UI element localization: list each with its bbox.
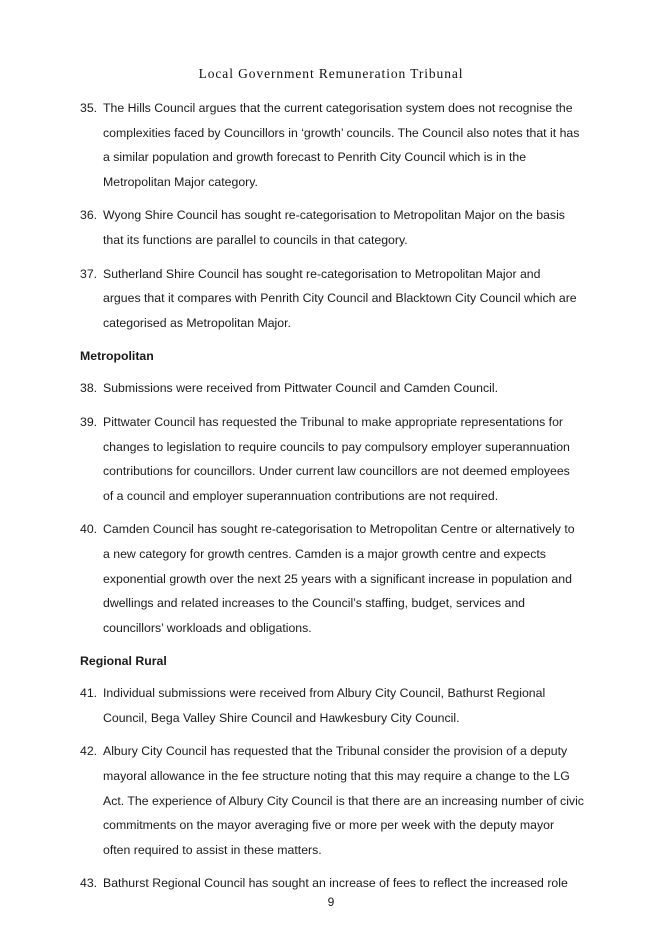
paragraph-text: often required to assist in these matters. <box>103 842 322 857</box>
paragraph-text: argues that it compares with Penrith City Council and Blacktown City Council which are <box>103 291 577 306</box>
paragraph-number: 37. <box>80 266 98 281</box>
numbered-paragraph <box>80 96 585 194</box>
document-body <box>80 96 585 905</box>
section-heading: Regional Rural <box>80 654 167 669</box>
paragraph-text: changes to legislation to require councils to pay compulsory employer superannuation <box>103 439 570 454</box>
paragraph-line <box>80 145 585 170</box>
paragraph-text: commitments on the mayor averaging five or more per week with the deputy mayor <box>103 818 555 833</box>
paragraph-line <box>80 484 585 509</box>
paragraph-text: a new category for growth centres. Camden is a major growth centre and expects <box>103 546 546 561</box>
paragraph-line <box>80 567 585 592</box>
paragraph-text: Camden Council has sought re-categorisation to Metropolitan Centre or alternatively to <box>103 522 575 537</box>
paragraph-line <box>80 311 585 336</box>
paragraph-line <box>80 706 585 731</box>
paragraph-line <box>80 517 585 542</box>
paragraph-line <box>80 203 585 228</box>
paragraph-text: Act. The experience of Albury City Council is that there are an increasing number of civic <box>103 793 584 808</box>
numbered-paragraph <box>80 203 585 252</box>
paragraph-text: The Hills Council argues that the current categorisation system does not recognise the <box>103 101 573 115</box>
paragraph-line <box>80 764 585 789</box>
paragraph-line <box>80 789 585 814</box>
section-heading: Metropolitan <box>80 349 154 364</box>
paragraph-text: exponential growth over the next 25 years with a significant increase in population and <box>103 571 572 586</box>
paragraph-text: Pittwater Council has requested the Tribunal to make appropriate representations for <box>103 414 564 429</box>
paragraph-text: Metropolitan Major category. <box>103 174 258 189</box>
paragraph-line <box>80 459 585 484</box>
paragraph-text: Council, Bega Valley Shire Council and Hawkesbury City Council. <box>103 710 460 725</box>
paragraph-number: 42. <box>80 744 98 759</box>
paragraph-text: dwellings and related increases to the Council’s staffing, budget, services and <box>103 596 525 611</box>
paragraph-text: Albury City Council has requested that the Tribunal consider the provision of a deputy <box>103 744 568 759</box>
numbered-paragraph <box>80 681 585 730</box>
paragraph-text: of a council and employer superannuation contributions are not required. <box>103 488 499 503</box>
paragraph-number: 36. <box>80 208 98 223</box>
paragraph-text: Submissions were received from Pittwater Council and Camden Council. <box>103 381 499 396</box>
paragraph-number: 43. <box>80 876 98 891</box>
paragraph-line <box>80 838 585 863</box>
paragraph-text: Bathurst Regional Council has sought an increase of fees to reflect the increased role <box>103 876 568 891</box>
paragraph-text: councillors’ workloads and obligations. <box>103 620 312 635</box>
paragraph-line <box>80 410 585 435</box>
paragraph-text: contributions for councillors. Under current law councillors are not deemed employees <box>103 464 570 479</box>
paragraph-text: mayoral allowance in the fee structure noting that this may require a change to the LG <box>103 769 570 784</box>
paragraph-line <box>80 435 585 460</box>
numbered-paragraph <box>80 376 585 401</box>
paragraph-line <box>80 813 585 838</box>
paragraph-line <box>80 376 585 401</box>
paragraph-line <box>80 871 585 896</box>
paragraph-number: 41. <box>80 686 98 701</box>
paragraph-number: 35. <box>80 101 98 115</box>
paragraph-number: 39. <box>80 414 98 429</box>
paragraph-line <box>80 286 585 311</box>
paragraph-text: that its functions are parallel to councils in that category. <box>103 232 408 247</box>
paragraph-line <box>80 170 585 195</box>
document-header-title: Local Government Remuneration Tribunal <box>198 66 464 81</box>
numbered-paragraph <box>80 517 585 640</box>
paragraph-line <box>80 96 585 121</box>
paragraph-line <box>80 542 585 567</box>
numbered-paragraph <box>80 410 585 508</box>
paragraph-text: complexities faced by Councillors in ‘growth’ councils. The Council also notes that it has <box>103 125 580 140</box>
paragraph-line <box>80 228 585 253</box>
page-number: 9 <box>327 895 335 909</box>
paragraph-number: 40. <box>80 522 98 537</box>
numbered-paragraph <box>80 262 585 336</box>
numbered-paragraph <box>80 739 585 862</box>
paragraph-line <box>80 616 585 641</box>
numbered-paragraph <box>80 871 585 896</box>
paragraph-line <box>80 739 585 764</box>
paragraph-text: Individual submissions were received from Albury City Council, Bathurst Regional <box>103 686 546 701</box>
paragraph-line <box>80 591 585 616</box>
paragraph-line <box>80 262 585 287</box>
paragraph-line <box>80 681 585 706</box>
paragraph-text: categorised as Metropolitan Major. <box>103 315 291 330</box>
paragraph-text: Wyong Shire Council has sought re-categorisation to Metropolitan Major on the basis <box>103 208 565 223</box>
paragraph-number: 38. <box>80 381 98 396</box>
paragraph-text: a similar population and growth forecast to Penrith City Council which is in the <box>103 150 527 165</box>
paragraph-text: Sutherland Shire Council has sought re-categorisation to Metropolitan Major and <box>103 266 541 281</box>
paragraph-line <box>80 121 585 146</box>
